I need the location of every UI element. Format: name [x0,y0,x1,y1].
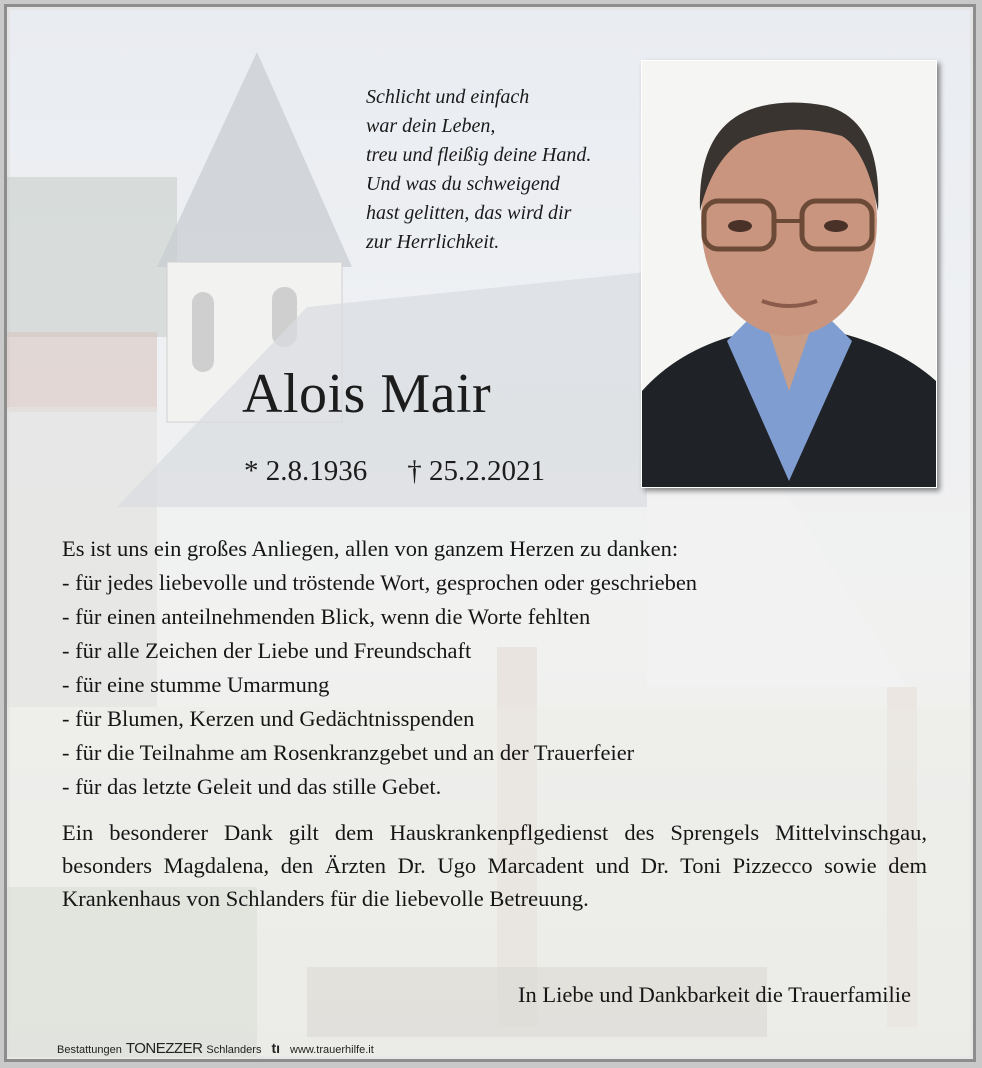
footer [57,1040,374,1057]
list-item: - für eine stumme Umarmung [62,672,330,697]
funeral-home-name: TONEZZER [125,1040,203,1057]
list-item: - für Blumen, Kerzen und Gedächtnisspenden [62,706,475,731]
poem-line: Schlicht und einfach [366,86,530,108]
life-dates [244,455,585,488]
poem-line: Und was du schweigend [366,173,560,195]
list-item: - für einen anteilnehmenden Blick, wenn die Worte fehlten [62,604,591,629]
special-thanks-paragraph: Ein besonderer Dank gilt dem Hauskrankenpflgedienst des Sprengels Mittelvinschgau, besonders Magdalena, den Ärzten Dr. Ugo Marcadent und Dr. Toni Pizzecco sowie dem Krankenhaus von Schlanders für die liebevolle Betreuung. [62,820,927,911]
trauerhilfe-logo-icon: tı [271,1040,281,1056]
deceased-name: Alois Mair [242,363,492,425]
intro-text: Es ist uns ein großes Anliegen, allen von ganzem Herzen zu danken: [62,536,679,561]
footer-prefix: Bestattungen [57,1044,122,1056]
footer-url[interactable]: www.trauerhilfe.it [290,1044,374,1056]
death-date: † 25.2.2021 [407,455,545,487]
poem-line: hast gelitten, das wird dir [366,202,572,224]
family-signature: In Liebe und Dankbarkeit die Trauerfamilie [517,982,911,1007]
poem-line: war dein Leben, [366,115,496,137]
list-item: - für jedes liebevolle und tröstende Wort, gesprochen oder geschrieben [62,570,698,595]
obituary-card [4,4,976,1062]
poem [366,83,591,257]
list-item: - für die Teilnahme am Rosenkranzgebet und an der Trauerfeier [62,740,635,765]
poem-line: zur Herrlichkeit. [366,231,500,253]
thank-you-text [62,532,927,915]
footer-town: Schlanders [206,1044,262,1056]
portrait-photo [641,60,937,488]
poem-line: treu und fleißig deine Hand. [366,144,592,166]
list-item: - für das letzte Geleit und das stille Gebet. [62,774,442,799]
birth-date: * 2.8.1936 [244,455,368,487]
list-item: - für alle Zeichen der Liebe und Freundschaft [62,638,472,663]
